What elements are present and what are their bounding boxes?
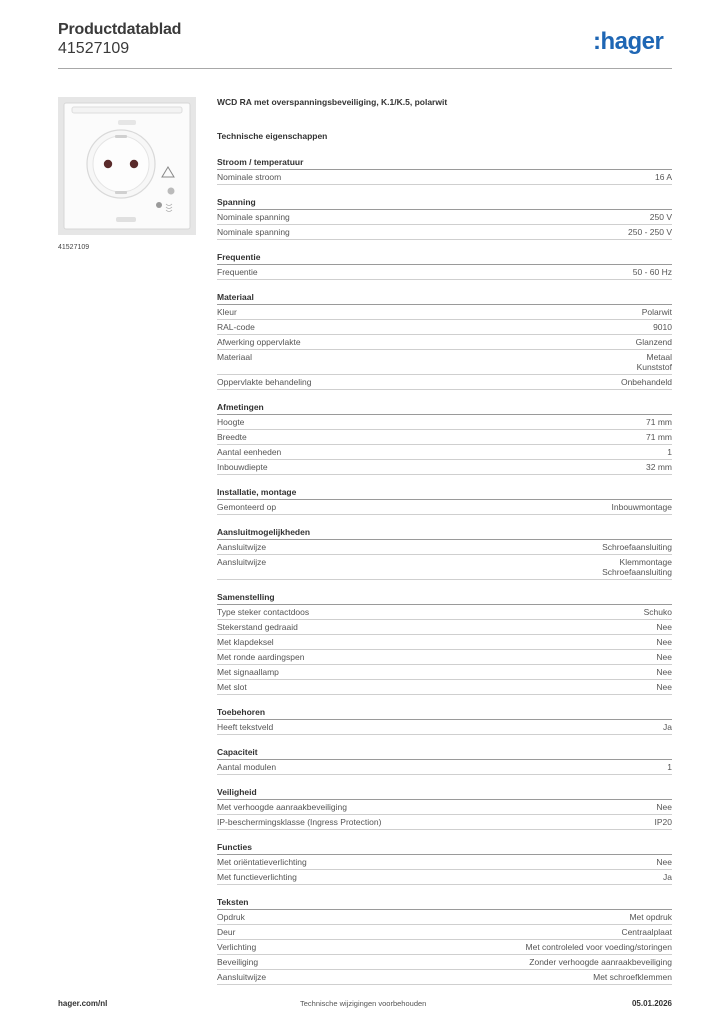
spec-values [256,417,672,427]
spec-section-title: Toebehoren [217,706,672,720]
spec-section [217,786,672,830]
spec-row [217,800,672,815]
spec-section [217,291,672,390]
spec-label: Breedte [217,432,247,442]
spec-row [217,305,672,320]
spec-values [278,557,672,577]
spec-section-title: Afmetingen [217,401,672,415]
spec-value: 9010 [653,322,672,332]
spec-row [217,665,672,680]
spec-values [264,352,672,372]
spec-values [319,857,672,867]
spec-values [270,957,672,967]
spec-values [247,927,672,937]
spec-label: Met signaallamp [217,667,279,677]
spec-value: 250 V [649,212,672,222]
spec-section-title: Materiaal [217,291,672,305]
spec-row [217,225,672,240]
spec-values [285,722,672,732]
spec-section [217,746,672,775]
spec-table [217,156,672,996]
spec-row [217,680,672,695]
spec-values [267,322,672,332]
spec-values [268,942,672,952]
spec-row [217,970,672,985]
spec-label: Kleur [217,307,237,317]
spec-section [217,841,672,885]
footer-notice: Technische wijzigingen voorbehouden [300,999,427,1008]
spec-value: Nee [656,802,672,812]
logo-text: :hager [593,28,664,55]
spec-section-title: Samenstelling [217,591,672,605]
spec-label: RAL-code [217,322,255,332]
spec-label: Deur [217,927,236,937]
spec-row [217,910,672,925]
page-title: Productdatablad [58,21,182,38]
spec-label: Nominale spanning [217,227,290,237]
product-description: WCD RA met overspanningsbeveiliging, K.1/K.5, polarwit [217,97,448,107]
spec-label: Aansluitwijze [217,542,267,552]
spec-value: Kunststof [636,362,672,372]
image-caption: 41527109 [58,244,90,251]
spec-value: Nee [656,667,672,677]
spec-label: Aantal eenheden [217,447,282,457]
spec-values [286,637,672,647]
spec-values [259,682,672,692]
spec-value: Metaal [646,352,672,362]
spec-row [217,620,672,635]
spec-values [288,502,672,512]
spec-label: Met klapdeksel [217,637,274,647]
spec-label: Met oriëntatieverlichting [217,857,307,867]
spec-row [217,940,672,955]
spec-label: Aantal modulen [217,762,277,772]
spec-label: Gemonteerd op [217,502,277,512]
spec-values [257,912,672,922]
footer-website[interactable]: hager.com/nl [58,999,108,1008]
spec-label: Beveiliging [217,957,259,967]
spec-row [217,335,672,350]
spec-section-title: Frequentie [217,251,672,265]
spec-value: Zonder verhoogde aanraakbeveiliging [529,957,672,967]
spec-section-title: Spanning [217,196,672,210]
spec-row [217,925,672,940]
spec-label: Materiaal [217,352,252,362]
spec-row [217,500,672,515]
spec-section-title: Teksten [217,896,672,910]
spec-values [316,652,672,662]
spec-section [217,196,672,240]
spec-value: Centraalplaat [621,927,672,937]
section-heading-technical: Technische eigenschappen [217,131,328,141]
spec-value: Glanzend [635,337,672,347]
spec-value: Inbouwmontage [611,502,672,512]
spec-value: Nee [656,637,672,647]
spec-value: Nee [656,652,672,662]
spec-label: Met slot [217,682,247,692]
spec-values [302,227,672,237]
spec-value: Polarwit [641,307,672,317]
spec-value: 250 - 250 V [628,227,672,237]
spec-values [280,462,672,472]
spec-value: 1 [667,447,672,457]
spec-row [217,605,672,620]
spec-section [217,526,672,580]
spec-value: IP20 [654,817,672,827]
spec-label: Met verhoogde aanraakbeveiliging [217,802,347,812]
spec-label: Aansluitwijze [217,557,267,567]
spec-value: Met schroefklemmen [593,972,672,982]
spec-values [321,607,672,617]
spec-values [278,972,672,982]
spec-values [310,622,672,632]
spec-row [217,210,672,225]
spec-values [259,432,672,442]
spec-values [249,307,672,317]
spec-section [217,591,672,695]
spec-value: Schuko [643,607,672,617]
spec-row [217,650,672,665]
spec-row [217,760,672,775]
spec-value: Ja [663,872,672,882]
spec-label: Frequentie [217,267,258,277]
spec-value: 16 A [654,172,672,182]
spec-values [291,667,672,677]
spec-value: Schroefaansluiting [602,567,672,577]
spec-section-title: Aansluitmogelijkheden [217,526,672,540]
spec-value: Met controleled voor voeding/storingen [525,942,672,952]
spec-section-title: Veiligheid [217,786,672,800]
spec-row [217,720,672,735]
spec-values [293,172,672,182]
spec-value: Ja [663,722,672,732]
spec-label: Aansluitwijze [217,972,267,982]
spec-row [217,870,672,885]
spec-section-title: Capaciteit [217,746,672,760]
spec-value: 50 - 60 Hz [632,267,672,277]
spec-row [217,445,672,460]
spec-values [288,762,672,772]
spec-value: 71 mm [646,432,672,442]
spec-section [217,706,672,735]
spec-row [217,375,672,390]
spec-values [278,542,672,552]
header-divider [58,68,672,69]
spec-value: 71 mm [646,417,672,427]
spec-row [217,265,672,280]
spec-row [217,855,672,870]
spec-label: Verlichting [217,942,257,952]
hager-logo [593,27,675,57]
spec-value: Nee [656,622,672,632]
spec-values [293,447,672,457]
product-image [58,97,196,235]
spec-section-title: Stroom / temperatuur [217,156,672,170]
spec-label: Oppervlakte behandeling [217,377,312,387]
product-number: 41527109 [58,40,130,57]
spec-row [217,415,672,430]
spec-value: 1 [667,762,672,772]
spec-row [217,350,672,375]
spec-values [313,337,672,347]
spec-label: Type steker contactdoos [217,607,310,617]
spec-value: Nee [656,682,672,692]
spec-value: Onbehandeld [620,377,672,387]
spec-row [217,540,672,555]
spec-row [217,815,672,830]
spec-label: Hoogte [217,417,245,427]
spec-label: Afwerking oppervlakte [217,337,301,347]
spec-section [217,401,672,475]
spec-section [217,156,672,185]
spec-row [217,320,672,335]
spec-section [217,251,672,280]
spec-row [217,170,672,185]
spec-label: Inbouwdiepte [217,462,268,472]
spec-section-title: Functies [217,841,672,855]
spec-values [270,267,672,277]
spec-section-title: Installatie, montage [217,486,672,500]
spec-label: Met ronde aardingspen [217,652,305,662]
spec-label: Nominale stroom [217,172,282,182]
spec-row [217,460,672,475]
footer-date: 05.01.2026 [631,999,672,1008]
spec-section [217,486,672,515]
spec-value: Met opdruk [629,912,672,922]
spec-row [217,955,672,970]
spec-values [393,817,672,827]
spec-row [217,555,672,580]
spec-section [217,896,672,985]
spec-label: Heeft tekstveld [217,722,274,732]
spec-value: Klemmontage [619,557,672,567]
spec-values [324,377,672,387]
spec-values [309,872,672,882]
spec-value: 32 mm [646,462,672,472]
spec-values [302,212,672,222]
spec-value: Schroefaansluiting [602,542,672,552]
spec-value: Nee [656,857,672,867]
spec-label: Stekerstand gedraaid [217,622,298,632]
spec-row [217,635,672,650]
spec-label: Nominale spanning [217,212,290,222]
spec-label: IP-beschermingsklasse (Ingress Protection) [217,817,382,827]
spec-label: Opdruk [217,912,245,922]
spec-label: Met functieverlichting [217,872,297,882]
spec-row [217,430,672,445]
spec-values [359,802,672,812]
